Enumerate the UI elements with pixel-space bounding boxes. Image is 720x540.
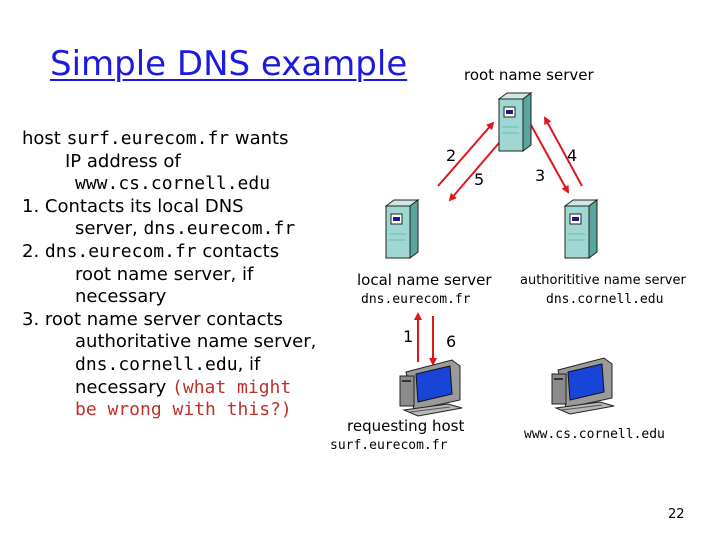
slide-title: Simple DNS example	[50, 44, 408, 84]
step3-line-2: authoritative name server,	[75, 331, 317, 353]
step2-line-3: necessary	[75, 286, 167, 308]
root-server-icon	[499, 93, 531, 151]
edge-label-1: 1	[403, 327, 414, 346]
step3-server: dns.cornell.edu	[75, 353, 238, 375]
auth-server-icon	[565, 200, 597, 258]
step1-text-b: server,	[75, 218, 144, 240]
root-server-label: root name server	[464, 66, 594, 84]
requesting-host-name: surf.eurecom.fr	[330, 438, 448, 453]
edge-label-5: 5	[474, 170, 485, 189]
auth-server-label: authorititive name server	[520, 273, 686, 288]
edge-label-2: 2	[446, 146, 457, 165]
step3-text: root name server contacts	[39, 308, 283, 330]
local-server-label: local name server	[357, 271, 492, 289]
requesting-host-computer-icon	[400, 360, 462, 416]
auth-server-host: dns.cornell.edu	[546, 292, 664, 307]
local-server-host: dns.eurecom.fr	[361, 292, 471, 307]
edge-label-3: 3	[535, 166, 546, 185]
step1-server: dns.eurecom.fr	[143, 218, 296, 240]
edge-label-6: 6	[446, 332, 457, 351]
arrow-5	[450, 136, 505, 200]
step2-text: contacts	[196, 240, 280, 262]
target-host-computer-icon	[552, 358, 614, 414]
step2-number: 2.	[22, 240, 40, 262]
step2-server: dns.eurecom.fr	[44, 240, 197, 262]
requesting-host-label: requesting host	[347, 417, 465, 435]
local-server-icon	[386, 200, 418, 258]
step3-text-c: , if	[237, 353, 261, 375]
step3-text-d: necessary	[75, 376, 173, 398]
step1-text: Contacts its local DNS	[39, 195, 244, 217]
target-host-name: www.cs.cornell.edu	[524, 427, 665, 442]
intro-line-3: www.cs.cornell.edu	[75, 173, 271, 195]
intro-line-2: IP address of	[65, 150, 181, 172]
intro-text: host	[22, 128, 67, 149]
page-number: 22	[668, 507, 685, 522]
intro-host: surf.eurecom.fr	[66, 128, 230, 149]
step1-number: 1.	[22, 195, 40, 217]
question-text-2: be wrong with this?)	[75, 399, 292, 421]
step3-number: 3.	[22, 308, 40, 330]
edge-label-4: 4	[567, 146, 578, 165]
step2-line-2: root name server, if	[75, 263, 254, 285]
intro-text-b: wants	[229, 128, 289, 149]
question-text-1: (what might	[172, 376, 292, 398]
